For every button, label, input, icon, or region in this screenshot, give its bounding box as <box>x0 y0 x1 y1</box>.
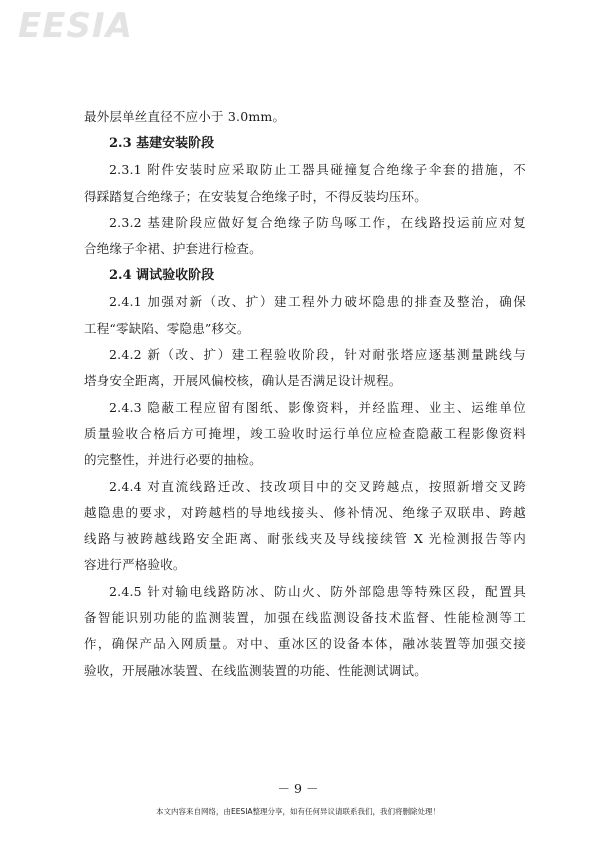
paragraph-line: 2.4.3 隐蔽工程应留有图纸、影像资料，并经监理、业主、运维单位 <box>109 399 526 415</box>
paragraph-line: 的完整性，并进行必要的抽检。 <box>84 452 262 468</box>
paragraph-line: 2.3.1 附件安装时应采取防止工器具碰撞复合绝缘子伞套的措施，不 <box>109 162 526 178</box>
paragraph-line: 作，确保产品入网质量。对中、重冰区的设备本体，融冰装置等加强交接 <box>84 636 526 652</box>
paragraph-line: 2.3.2 基建阶段应做好复合绝缘子防鸟啄工作，在线路投运前应对复 <box>109 214 526 230</box>
paragraph-line: 越隐患的要求，对跨越档的导地线接头、修补情况、绝缘子双联串、跨越 <box>84 504 526 520</box>
paragraph-line: 线路与被跨越线路安全距离、耐张线夹及导线接续管 X 光检测报告等内 <box>84 531 526 547</box>
paragraph-line: 得踩踏复合绝缘子；在安装复合绝缘子时，不得反装均压环。 <box>84 188 427 204</box>
paragraph-line: 验收，开展融冰装置、在线监测装置的功能、性能测试调试。 <box>84 662 427 678</box>
footer-disclaimer: 本文内容来自网络，由EESIA整理分享，如有任何异议请联系我们，我们将删除处理！ <box>155 807 441 816</box>
paragraph-line: 2.4.5 针对输电线路防冰、防山火、防外部隐患等特殊区段，配置具 <box>109 583 526 599</box>
paragraph-line: 备智能识别功能的监测装置，加强在线监测设备技术监督、性能检测等工 <box>84 610 526 626</box>
paragraph-line: 合绝缘子伞裙、护套进行检查。 <box>84 241 262 257</box>
eesia-logo: EESIA <box>18 6 133 46</box>
paragraph-line: 工程“零缺陷、零隐患”移交。 <box>84 320 250 336</box>
page-number: － 9 － <box>277 781 319 796</box>
paragraph-line: 塔身安全距离，开展风偏校核，确认是否满足设计规程。 <box>84 373 402 389</box>
paragraph-line: 质量验收合格后方可掩埋，竣工验收时运行单位应检查隐蔽工程影像资料 <box>84 425 526 441</box>
section-heading-2-4: 2.4 调试验收阶段 <box>109 268 215 284</box>
paragraph-line: 容进行严格验收。 <box>84 557 186 573</box>
paragraph-line: 2.4.1 加强对新（改、扩）建工程外力破坏隐患的排查及整治，确保 <box>109 294 526 310</box>
document-body <box>84 104 526 684</box>
paragraph-line: 最外层单丝直径不应小于 3.0mm。 <box>84 109 286 124</box>
paragraph-line: 2.4.2 新（改、扩）建工程验收阶段，针对耐张塔应逐基测量跳线与 <box>109 347 526 363</box>
section-heading-2-3: 2.3 基建安装阶段 <box>109 136 215 152</box>
paragraph-line: 2.4.4 对直流线路迁改、技改项目中的交叉跨越点，按照新增交叉跨 <box>109 478 526 494</box>
